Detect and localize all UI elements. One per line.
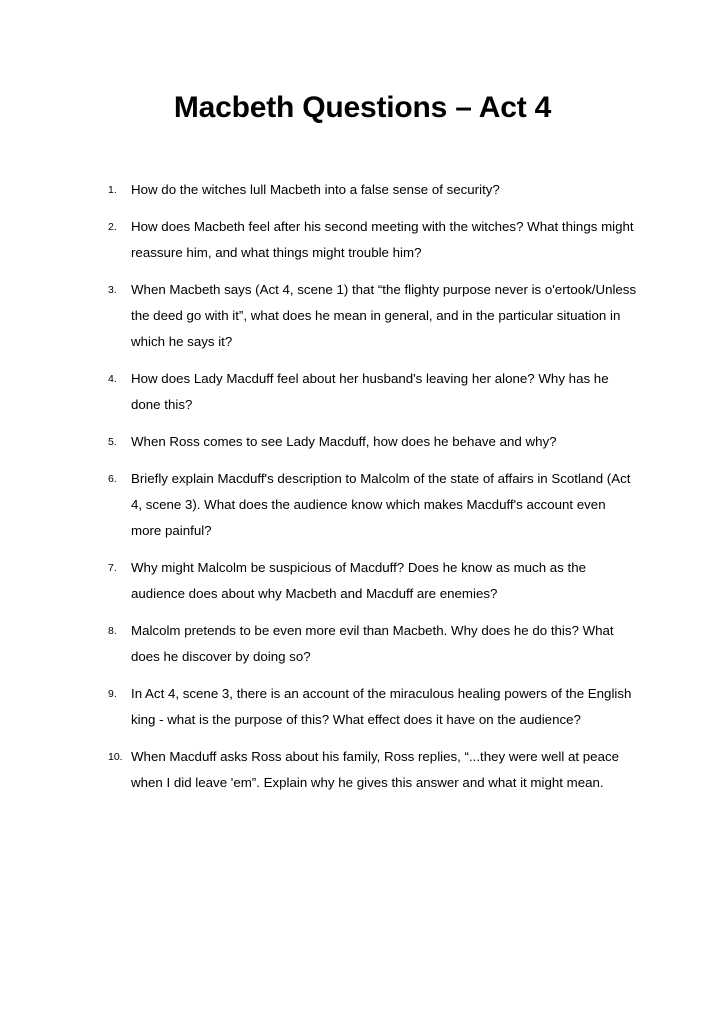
question-text: Why might Malcolm be suspicious of Macduff? Does he know as much as the audience does about why Macbeth and Macduff are enemies? <box>131 560 587 601</box>
question-number: 3. <box>108 284 117 296</box>
question-number: 6. <box>108 473 117 485</box>
question-text: How do the witches lull Macbeth into a false sense of security? <box>131 182 500 197</box>
question-number: 10. <box>108 751 123 763</box>
question-item <box>0 466 725 544</box>
question-item <box>0 429 725 455</box>
question-number: 7. <box>108 562 117 574</box>
question-item <box>0 214 725 266</box>
question-text: How does Macbeth feel after his second meeting with the witches? What things might reassure him, and what things might trouble him? <box>131 219 634 260</box>
question-item <box>0 555 725 607</box>
question-text: Briefly explain Macduff's description to Malcolm of the state of affairs in Scotland (Act 4, scene 3). What does the audience know which makes Macduff's account even more painful? <box>131 471 631 538</box>
question-text: When Ross comes to see Lady Macduff, how does he behave and why? <box>131 434 557 449</box>
question-number: 8. <box>108 625 117 637</box>
question-item <box>0 177 725 203</box>
question-item <box>0 744 725 796</box>
question-list <box>0 177 725 807</box>
question-item <box>0 618 725 670</box>
question-text: When Macbeth says (Act 4, scene 1) that “the flighty purpose never is o'ertook/Unless the deed go with it”, what does he mean in general, and in the particular situation in which he says it? <box>131 282 637 349</box>
question-text: Malcolm pretends to be even more evil than Macbeth. Why does he do this? What does he discover by doing so? <box>131 623 614 664</box>
question-number: 2. <box>108 221 117 233</box>
question-number: 4. <box>108 373 117 385</box>
question-text: In Act 4, scene 3, there is an account of the miraculous healing powers of the English king - what is the purpose of this? What effect does it have on the audience? <box>131 686 632 727</box>
question-text: When Macduff asks Ross about his family, Ross replies, “...they were well at peace when I did leave 'em”. Explain why he gives this answer and what it might mean. <box>131 749 620 790</box>
question-item <box>0 681 725 733</box>
question-text: How does Lady Macduff feel about her husband's leaving her alone? Why has he done this? <box>131 371 609 412</box>
question-number: 1. <box>108 184 117 196</box>
question-number: 9. <box>108 688 117 700</box>
question-number: 5. <box>108 436 117 448</box>
document-title: Macbeth Questions – Act 4 <box>173 91 552 124</box>
question-item <box>0 277 725 355</box>
question-item <box>0 366 725 418</box>
